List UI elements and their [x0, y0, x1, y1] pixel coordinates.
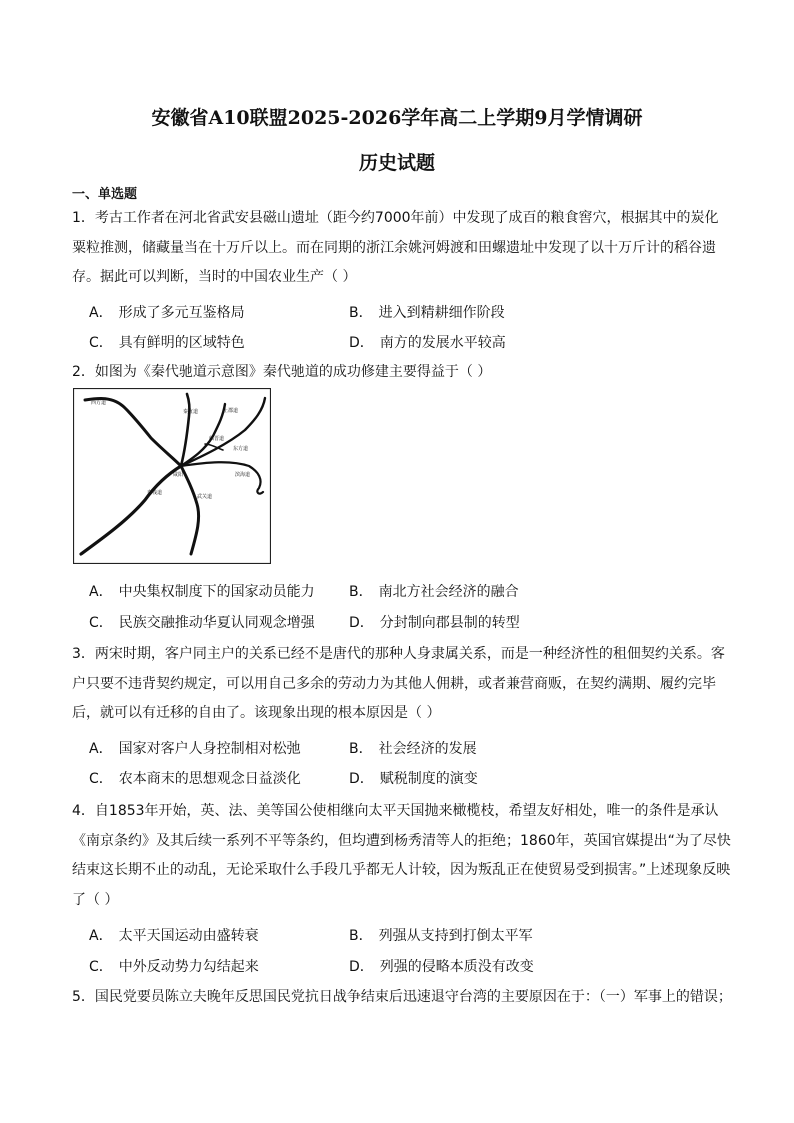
map-label-xianyang: 咸阳 — [173, 472, 184, 478]
question-2-option-d: D． 分封制向郡县制的转型 — [349, 615, 520, 631]
question-3-option-d: D． 赋税制度的演变 — [349, 771, 478, 787]
qin-roads-map — [73, 388, 271, 564]
question-4-option-b: B． 列强从支持到打倒太平军 — [349, 928, 533, 944]
question-3-option-a: A． 国家对客户人身控制相对松弛 — [89, 741, 301, 757]
question-text: 国民党要员陈立夫晚年反思国民党抗日战争结束后迅速退守台湾的主要原因在于：（一）军事上的错误； — [94, 989, 732, 1005]
map-label-qinzhi: 秦直道 — [183, 409, 199, 415]
map-label-east: 东方道 — [233, 446, 249, 452]
question-2-option-a: A． 中央集权制度下的国家动员能力 — [89, 584, 315, 600]
question-number: 1． — [72, 210, 95, 226]
map-label-west: 西方道 — [91, 400, 107, 406]
question-1-option-d: D． 南方的发展水平较高 — [349, 335, 506, 351]
question-4-option-a: A． 太平天国运动由盛转衰 — [89, 928, 259, 944]
question-2-stem — [72, 358, 732, 388]
exam-subtitle: 历史试题 — [358, 152, 435, 174]
question-text: 两宋时期，客户同主户的关系已经不是唐代的那种人身隶属关系，而是一种经济性的租佃契约关系。客户只要不违背契约规定，可以用自己多余的劳动力为其他人佣耕，或者兼营商贩，在契约满期、履约完毕后，就可以有迁移的自由了。该现象出现的根本原因是（ ） — [72, 646, 725, 721]
question-text: 自1853年开始，英、法、美等国公使相继向太平天国抛来橄榄枝，希望友好相处，唯一的条件是承认《南京条约》及其后续一系列不平等条约，但均遭到杨秀清等人的拒绝；1860年，英国官媒提出“为了尽快结束这长期不止的动乱，无论采取什么手段几乎都无人计较，因为叛乱正在使贸易受到损害。”上述现象反映了（ ） — [72, 803, 731, 908]
question-5-stem — [72, 983, 737, 1013]
question-4-option-c: C． 中外反动势力勾结起来 — [89, 959, 259, 975]
section-heading: 一、单选题 — [72, 187, 138, 202]
question-3-option-b: B． 社会经济的发展 — [349, 741, 477, 757]
map-label-coastal: 滨海道 — [235, 472, 251, 478]
question-1-option-a: A． 形成了多元互鉴格局 — [89, 305, 245, 321]
question-number: 5． — [72, 989, 95, 1005]
question-number: 2． — [72, 364, 95, 380]
question-number: 3． — [72, 646, 95, 662]
map-label-qinzhan: 秦栈道 — [147, 490, 163, 496]
question-4-stem — [72, 797, 732, 915]
question-number: 4． — [72, 803, 95, 819]
question-3-stem — [72, 640, 732, 729]
map-label-shangjun: 上郡道 — [223, 408, 239, 414]
question-1-stem — [72, 204, 732, 293]
question-4-option-d: D． 列强的侵略本质没有改变 — [349, 959, 534, 975]
question-text: 考古工作者在河北省武安县磁山遗址（距今约7000年前）中发现了成百的粮食窖穴，根据其中的炭化粟粒推测，储藏量当在十万斤以上。而在同期的浙江余姚河姆渡和田螺遗址中发现了以十万斤计的稻谷遗存。据此可以判断，当时的中国农业生产（ ） — [72, 210, 719, 285]
question-1-option-c: C． 具有鲜明的区域特色 — [89, 335, 245, 351]
question-text: 如图为《秦代驰道示意图》秦代驰道的成功修建主要得益于（ ） — [94, 364, 492, 380]
question-2-option-b: B． 南北方社会经济的融合 — [349, 584, 519, 600]
question-1-option-b: B． 进入到精耕细作阶段 — [349, 305, 505, 321]
map-label-wuguan: 武关道 — [197, 494, 213, 500]
exam-title: 安徽省A10联盟2025-2026学年高二上学期9月学情调研 — [151, 107, 643, 129]
map-label-linjin: 临晋道 — [209, 436, 225, 442]
question-2-option-c: C． 民族交融推动华夏认同观念增强 — [89, 615, 315, 631]
question-3-option-c: C． 农本商末的思想观念日益淡化 — [89, 771, 301, 787]
